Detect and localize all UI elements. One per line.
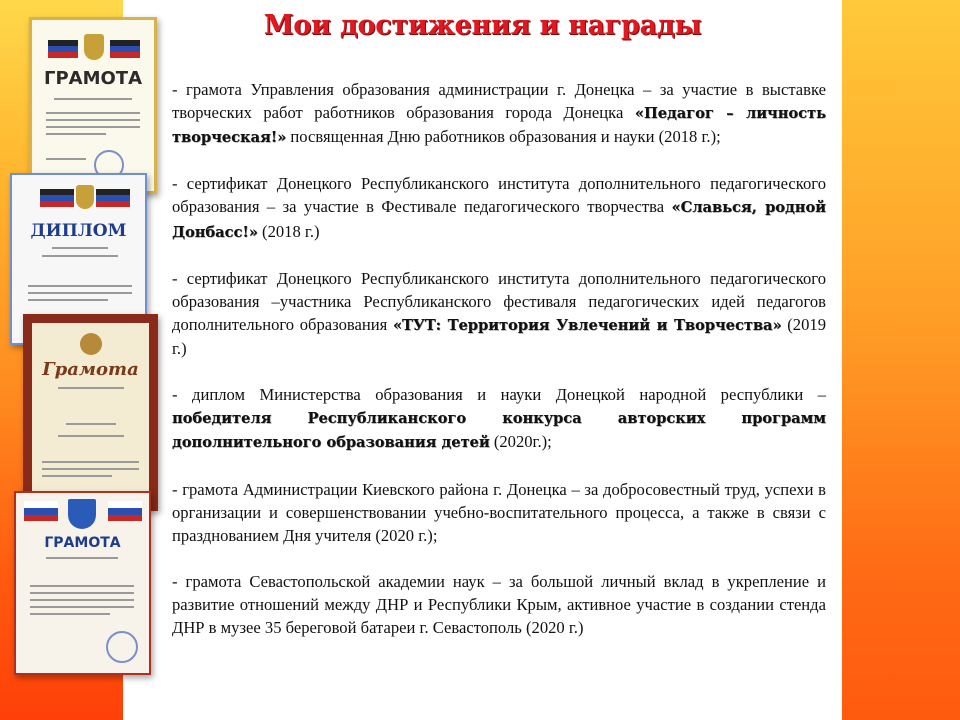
text-line: [30, 592, 134, 594]
certificate-image-gramota-2: [23, 314, 158, 511]
certificate-title: Грамота: [42, 359, 139, 380]
item-text-end: (2018 г.): [257, 221, 320, 241]
text-line: [42, 468, 139, 470]
certificate-title: ГРАМОТА: [43, 68, 142, 89]
text-line: [58, 435, 124, 437]
text-line: [46, 133, 106, 135]
flag-icon: [96, 189, 130, 207]
text-line: [58, 387, 124, 389]
page-title: Мои достижения и награды: [263, 10, 702, 41]
emblem-icon: [80, 333, 102, 355]
list-item: [172, 78, 826, 149]
text-line: [30, 606, 134, 608]
text-line: [46, 557, 118, 559]
item-text: - диплом Министерства образования и науки Донецкой народной республики –: [172, 385, 826, 405]
list-item: [172, 267, 826, 360]
text-line: [54, 98, 132, 100]
emblem-icon: [84, 34, 104, 60]
text-line: [28, 285, 132, 287]
flag-icon: [48, 40, 78, 58]
text-line: [46, 119, 140, 121]
flag-icon: [110, 40, 140, 58]
text-line: [28, 299, 108, 301]
text-line: [46, 112, 140, 114]
item-text: - грамота Севастопольской академии наук – за большой личный вклад в укрепление и развитие отношений между ДНР и Республики Крым, активное участие в создании стенда ДНР в музее 35 береговой батареи г. Севастополь (2020 г.): [172, 571, 826, 638]
list-item: [172, 172, 826, 243]
item-text: - сертификат Донецкого Республиканского института дополнительного педагогического образования –участника Республиканского фестиваля педагогических идей педагогов дополнительного образования: [172, 268, 826, 334]
flag-icon: [24, 501, 58, 521]
item-text-end: посвященная Дню работников образования и науки (2018 г.);: [286, 127, 721, 147]
item-highlight: «ТУТ: Территория Увлечений и Творчества»: [392, 316, 782, 334]
text-line: [30, 599, 134, 601]
flag-icon: [108, 501, 142, 521]
text-line: [30, 613, 110, 615]
text-line: [28, 292, 132, 294]
item-text-end: (2019 г.): [172, 314, 826, 359]
certificate-title: ГРАМОТА: [44, 535, 121, 551]
list-item: [172, 478, 826, 547]
text-line: [66, 423, 116, 425]
item-text-end: (2020г.);: [489, 432, 552, 452]
text-line: [42, 461, 139, 463]
item-highlight: победителя Республиканского конкурса авторских программ дополнительного образования детей: [172, 410, 826, 452]
text-line: [52, 247, 108, 249]
coat-of-arms-icon: [68, 499, 96, 529]
text-line: [42, 475, 112, 477]
text-line: [30, 585, 134, 587]
certificate-title: ДИПЛОМ: [30, 221, 127, 241]
item-text: - грамота Управления образования администрации г. Донецка – за участие в выставке творческих работ работников образования города Донецка: [172, 80, 826, 123]
text-line: [42, 255, 118, 257]
certificate-image-gramota-3: [14, 491, 151, 675]
decorative-band: [842, 0, 960, 720]
text-line: [46, 126, 140, 128]
item-text: - грамота Администрации Киевского района г. Донецка – за добросовестный труд, успехи в организации и совершенствовании учебно-воспитательного процесса, а также в связи с празднованием Дня учителя (2020 г.);: [172, 479, 826, 545]
achievements-list: [172, 78, 826, 662]
text-line: [46, 158, 86, 160]
list-item: [172, 383, 826, 454]
certificate-image-gramota-1: [29, 17, 157, 194]
flag-icon: [40, 189, 74, 207]
item-highlight: «Славься, родной Донбасс!»: [172, 199, 827, 241]
stamp-icon: [106, 631, 138, 663]
emblem-icon: [76, 185, 94, 209]
item-text: - сертификат Донецкого Республиканского института дополнительного педагогического образования – за участие в Фестивале педагогического творчества: [172, 174, 826, 217]
item-highlight: «Педагог – личность творческая!»: [172, 105, 826, 147]
list-item: [172, 570, 826, 639]
